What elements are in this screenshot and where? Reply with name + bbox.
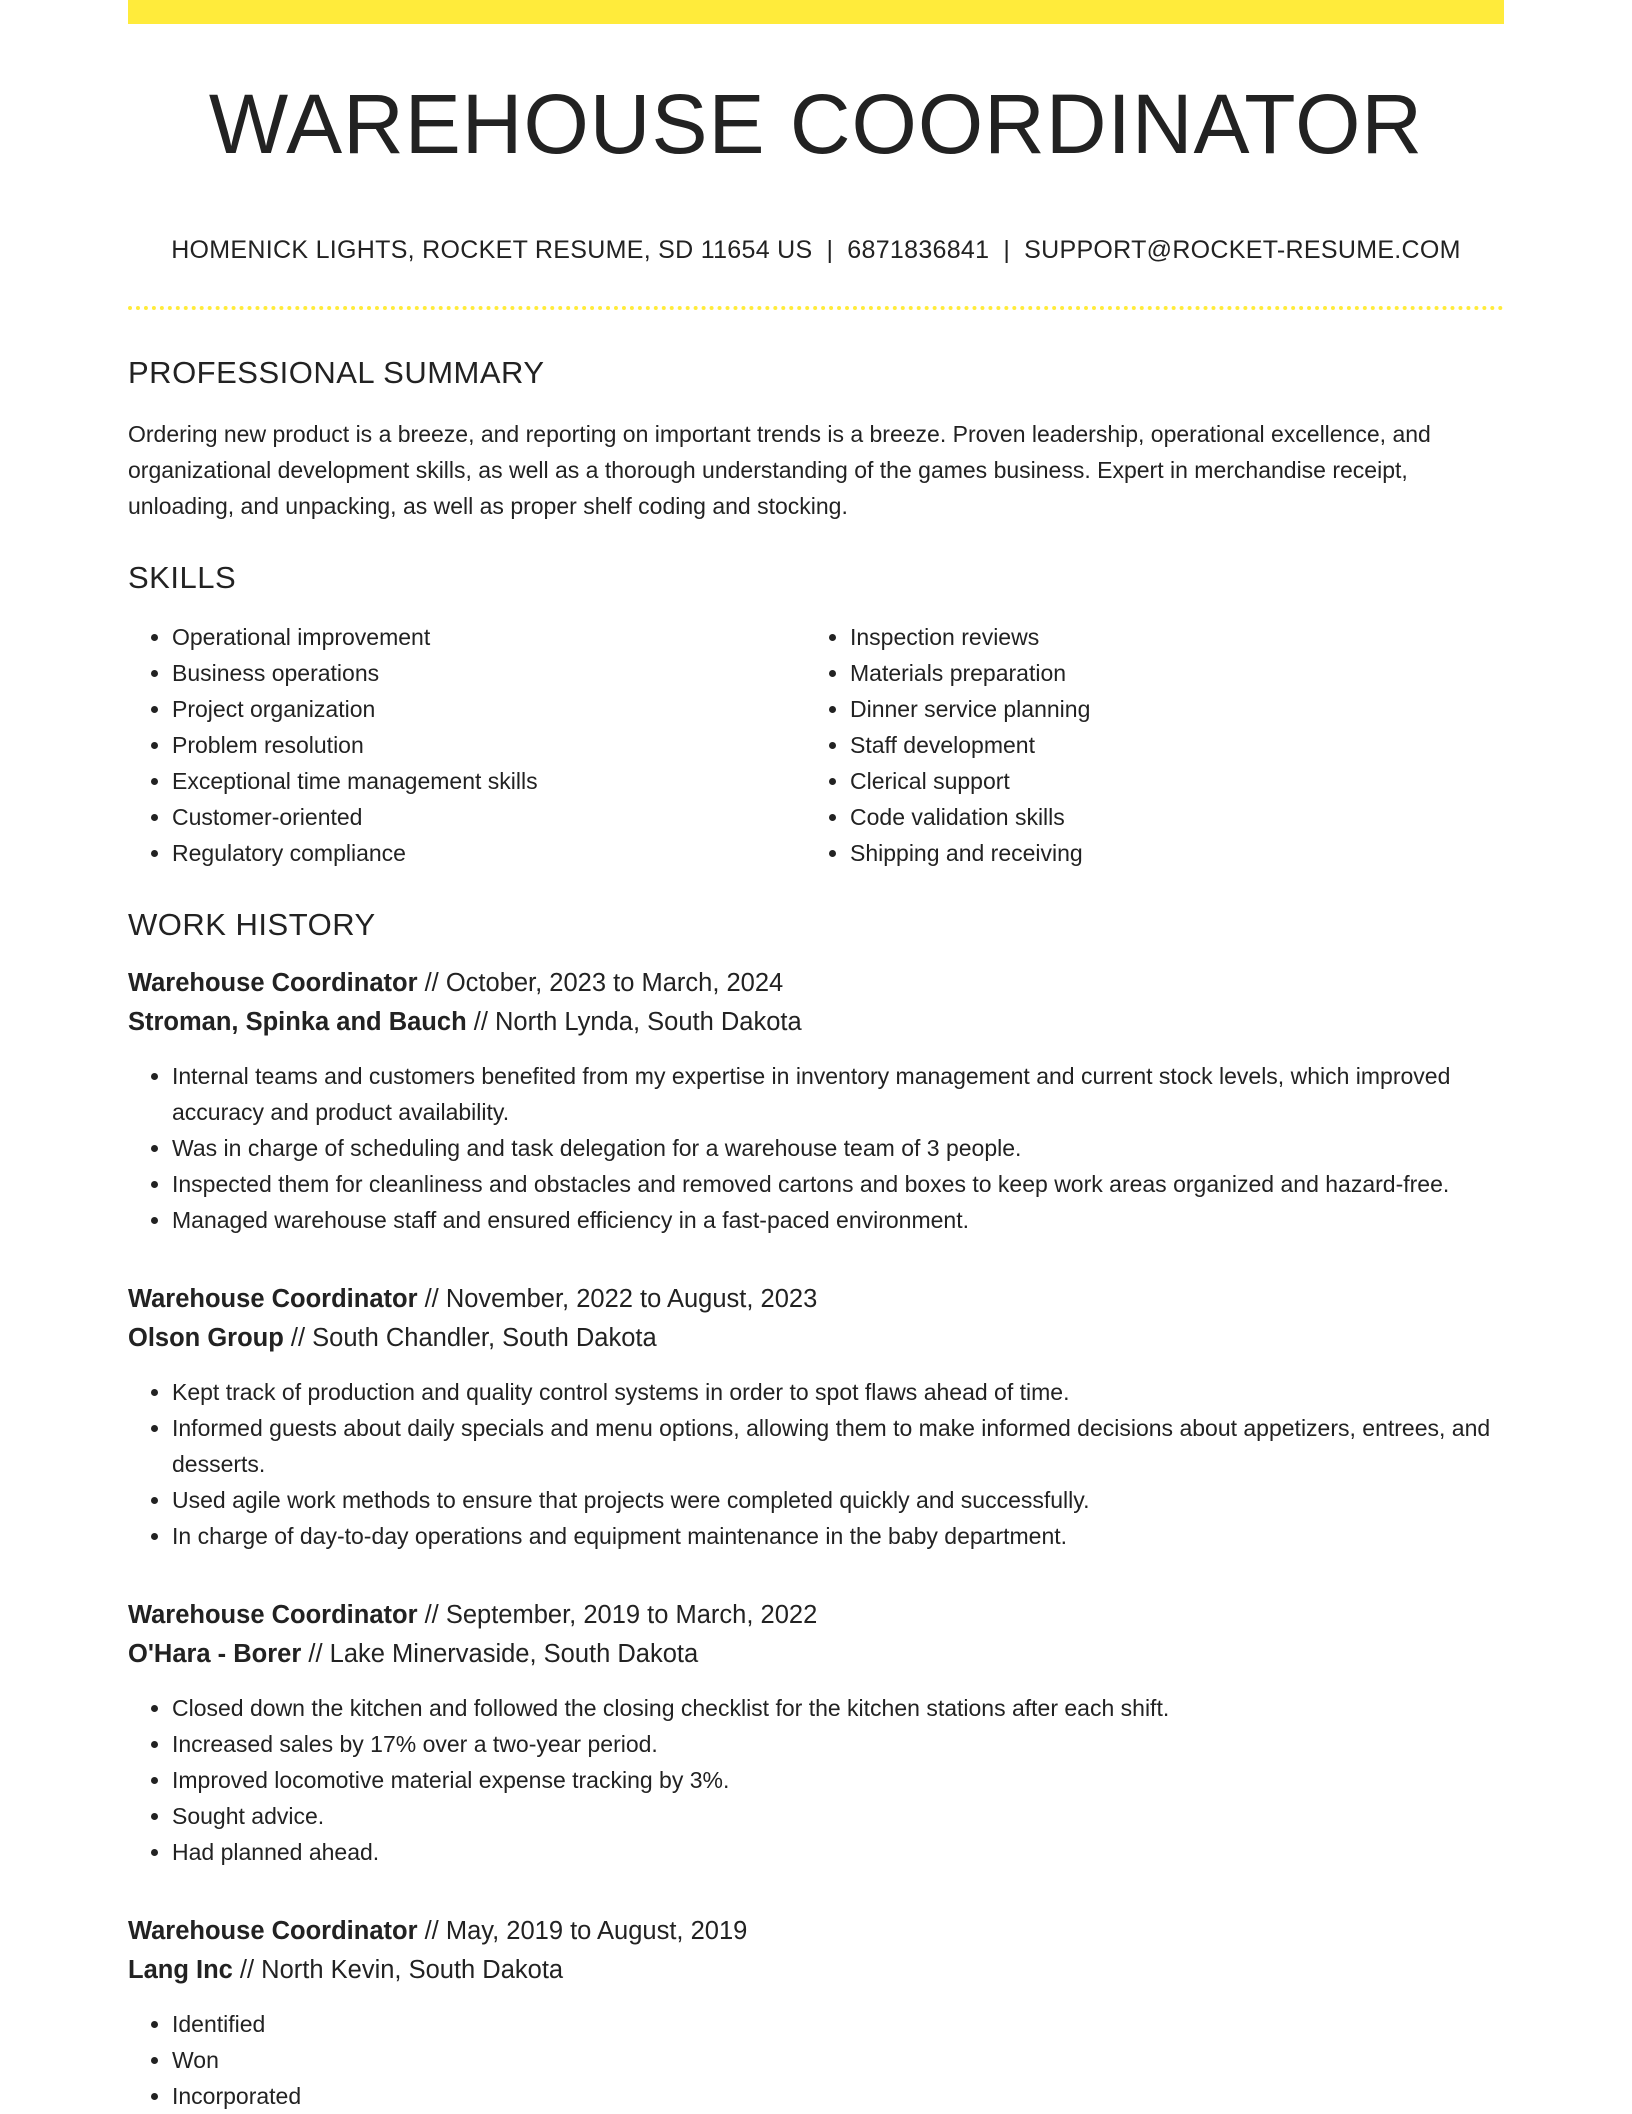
job-company-line: [128, 1951, 1504, 1990]
resume-page: [128, 0, 1504, 2114]
skill-item: • Exceptional time management skills: [172, 763, 806, 799]
job-bullets: [128, 1690, 1504, 1870]
skill-item: • Staff development: [850, 727, 1484, 763]
summary-text: Ordering new product is a breeze, and reporting on important trends is a breeze. Proven leadership, operational excellence, and organizational development skills, as well as a thorough understanding of the games business. Expert in merchandise receipt, unloading, and unpacking, as well as proper shelf coding and stocking.: [128, 421, 1431, 519]
contact-address: HOMENICK LIGHTS, ROCKET RESUME, SD 11654 US: [171, 236, 813, 264]
skill-item: • Customer-oriented: [172, 799, 806, 835]
contact-separator: |: [826, 236, 834, 264]
job-bullet: • Informed guests about daily specials and menu options, allowing them to make informed decisions about appetizers, entrees, and desserts.: [172, 1410, 1504, 1482]
skill-item: • Inspection reviews: [850, 619, 1484, 655]
job-company-line: [128, 1319, 1504, 1358]
skills-columns: [128, 619, 1504, 871]
skill-item: • Shipping and receiving: [850, 835, 1484, 871]
skill-item: • Clerical support: [850, 763, 1484, 799]
job-company: O'Hara - Borer: [128, 1640, 302, 1668]
job-bullets: [128, 2006, 1504, 2114]
job-entry: [128, 1280, 1504, 1554]
job-bullet: • Closed down the kitchen and followed the closing checklist for the kitchen stations after each shift.: [172, 1690, 1504, 1726]
job-bullet: • In charge of day-to-day operations and equipment maintenance in the baby department.: [172, 1518, 1504, 1554]
job-bullet: • Sought advice.: [172, 1798, 1504, 1834]
contact-separator: |: [1003, 236, 1011, 264]
job-company-line: [128, 1003, 1504, 1042]
skill-item: • Dinner service planning: [850, 691, 1484, 727]
job-bullet: • Inspected them for cleanliness and obstacles and removed cartons and boxes to keep work areas organized and hazard-free.: [172, 1166, 1504, 1202]
job-bullet: • Kept track of production and quality control systems in order to spot flaws ahead of time.: [172, 1374, 1504, 1410]
candidate-title: WAREHOUSE COORDINATOR: [208, 77, 1424, 171]
job-role: Warehouse Coordinator: [128, 1601, 418, 1629]
job-bullet: • Was in charge of scheduling and task delegation for a warehouse team of 3 people.: [172, 1130, 1504, 1166]
skill-item: • Code validation skills: [850, 799, 1484, 835]
job-bullet: • Incorporated: [172, 2078, 1504, 2114]
job-location: // North Kevin, South Dakota: [232, 1956, 564, 1984]
job-bullet: • Improved locomotive material expense tracking by 3%.: [172, 1762, 1504, 1798]
skill-item: • Business operations: [172, 655, 806, 691]
job-role-line: [128, 1912, 1504, 1951]
job-company: Lang Inc: [128, 1956, 233, 1984]
job-bullet: • Increased sales by 17% over a two-year period.: [172, 1726, 1504, 1762]
skills-list-right: [806, 619, 1484, 871]
job-company: Stroman, Spinka and Bauch: [128, 1008, 467, 1036]
job-bullet: • Had planned ahead.: [172, 1834, 1504, 1870]
contact-phone: 6871836841: [847, 236, 990, 264]
contact-email: SUPPORT@ROCKET-RESUME.COM: [1024, 236, 1461, 264]
skills-heading: SKILLS: [128, 560, 237, 595]
skill-item: • Regulatory compliance: [172, 835, 806, 871]
job-role-line: [128, 1280, 1504, 1319]
job-bullet: • Internal teams and customers benefited from my expertise in inventory management and current stock levels, which improved accuracy and product availability.: [172, 1058, 1504, 1130]
job-location: // Lake Minervaside, South Dakota: [301, 1640, 699, 1668]
skill-item: • Operational improvement: [172, 619, 806, 655]
job-dates: // October, 2023 to March, 2024: [417, 969, 784, 997]
job-entry: [128, 1912, 1504, 2114]
job-bullet: • Managed warehouse staff and ensured efficiency in a fast-paced environment.: [172, 1202, 1504, 1238]
job-dates: // September, 2019 to March, 2022: [417, 1601, 818, 1629]
job-entry: [128, 1596, 1504, 1870]
job-role: Warehouse Coordinator: [128, 969, 418, 997]
job-role: Warehouse Coordinator: [128, 1285, 418, 1313]
contact-line: [128, 238, 1504, 263]
job-role-line: [128, 964, 1504, 1003]
job-role-line: [128, 1596, 1504, 1635]
job-bullets: [128, 1058, 1504, 1238]
job-bullet: • Won: [172, 2042, 1504, 2078]
skill-item: • Materials preparation: [850, 655, 1484, 691]
job-location: // North Lynda, South Dakota: [466, 1008, 802, 1036]
work-history-heading: WORK HISTORY: [128, 907, 376, 942]
dotted-divider: [128, 306, 1504, 310]
job-bullets: [128, 1374, 1504, 1554]
job-bullet: • Identified: [172, 2006, 1504, 2042]
work-history-list: [128, 964, 1504, 2114]
job-dates: // May, 2019 to August, 2019: [417, 1917, 748, 1945]
summary-heading: PROFESSIONAL SUMMARY: [128, 355, 545, 390]
job-entry: [128, 964, 1504, 1238]
skill-item: • Project organization: [172, 691, 806, 727]
job-company: Olson Group: [128, 1324, 284, 1352]
job-role: Warehouse Coordinator: [128, 1917, 418, 1945]
job-bullet: • Used agile work methods to ensure that projects were completed quickly and successfully.: [172, 1482, 1504, 1518]
skill-item: • Problem resolution: [172, 727, 806, 763]
job-location: // South Chandler, South Dakota: [283, 1324, 657, 1352]
skills-list-left: [128, 619, 806, 871]
top-accent-bar: [128, 0, 1504, 24]
job-dates: // November, 2022 to August, 2023: [417, 1285, 818, 1313]
job-company-line: [128, 1635, 1504, 1674]
